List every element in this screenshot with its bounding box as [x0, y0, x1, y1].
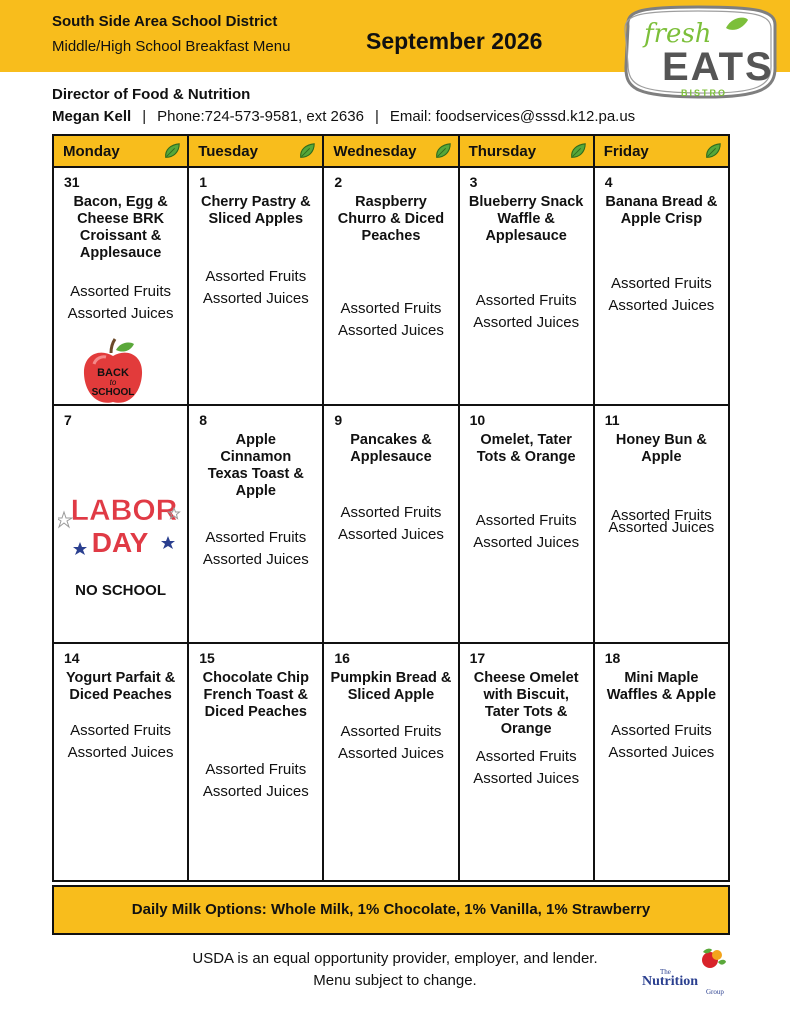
- separator: |: [374, 108, 379, 125]
- day-number: 2: [334, 174, 343, 190]
- menu-item: Apple Cinnamon Texas Toast & Apple: [207, 432, 304, 499]
- leaf-icon: [704, 142, 722, 160]
- svg-text:The: The: [660, 968, 671, 976]
- menu-type: Middle/High School Breakfast Menu: [52, 38, 291, 55]
- side-items: [189, 527, 322, 571]
- side-items: [189, 759, 322, 803]
- svg-text:fresh: fresh: [644, 19, 712, 49]
- day-number: 8: [199, 412, 207, 428]
- day-number: 18: [604, 650, 621, 666]
- day-number: 4: [604, 174, 613, 190]
- leaf-icon: [434, 142, 452, 160]
- day-number: 11: [604, 412, 620, 428]
- header-thursday: [459, 135, 594, 167]
- menu-item: Chocolate Chip French Toast & Diced Peaches: [202, 670, 309, 720]
- menu-calendar: [52, 134, 730, 882]
- no-school-note: NO SCHOOL: [75, 582, 167, 599]
- day-number: 1: [199, 174, 207, 190]
- side-item: Assorted Juices: [608, 297, 715, 314]
- weekday-label: Tuesday: [198, 142, 258, 160]
- side-items: [324, 502, 457, 546]
- side-item: Assorted Juices: [473, 770, 580, 787]
- side-item: Assorted Juices: [473, 314, 580, 331]
- side-item: Assorted Juices: [202, 290, 309, 307]
- side-item: Assorted Fruits: [610, 275, 712, 292]
- day-cell: [594, 643, 729, 881]
- day-cell: [459, 167, 594, 405]
- week-row: [53, 643, 729, 881]
- week-row: [53, 167, 729, 405]
- side-item: Assorted Juices: [338, 745, 444, 762]
- svg-text:BISTRO: BISTRO: [680, 88, 728, 98]
- svg-text:EATS: EATS: [662, 45, 774, 89]
- side-item: Assorted Juices: [67, 305, 174, 322]
- side-item: Assorted Fruits: [340, 504, 442, 521]
- side-items: [595, 507, 728, 536]
- side-item: Assorted Juices: [202, 783, 309, 800]
- day-number: 10: [469, 412, 486, 428]
- week-row: [53, 405, 729, 643]
- day-cell: [188, 643, 323, 881]
- side-items: [460, 510, 593, 554]
- header-tuesday: [188, 135, 323, 167]
- labor-day-graphic: [58, 490, 184, 560]
- menu-item: Raspberry Churro & Diced Peaches: [337, 194, 445, 244]
- side-item: Assorted Fruits: [610, 507, 712, 524]
- weekday-label: Wednesday: [333, 142, 417, 160]
- day-number: 17: [469, 650, 486, 666]
- side-items: [460, 290, 593, 334]
- contact-line: [52, 108, 635, 125]
- director-name: Megan Kell: [52, 108, 132, 125]
- side-item: Assorted Juices: [608, 744, 715, 761]
- day-number: 31: [64, 174, 80, 190]
- svg-text:DAY: DAY: [91, 527, 149, 558]
- menu-disclaimer: Menu subject to change.: [313, 972, 477, 989]
- menu-item: Banana Bread & Apple Crisp: [605, 194, 718, 227]
- weekday-label: Monday: [63, 142, 120, 160]
- side-items: [595, 273, 728, 317]
- weekday-header-row: [53, 135, 729, 167]
- menu-item: Blueberry Snack Waffle & Applesauce: [468, 194, 584, 244]
- menu-item: Bacon, Egg & Cheese BRK Croissant & Applesauce: [73, 194, 168, 261]
- side-item: Assorted Fruits: [475, 292, 577, 309]
- leaf-icon: [163, 142, 181, 160]
- day-cell: [53, 643, 188, 881]
- svg-text:BACK: BACK: [97, 367, 129, 379]
- side-item: Assorted Juices: [338, 322, 444, 339]
- side-item: Assorted Juices: [202, 551, 309, 568]
- side-item: Assorted Fruits: [610, 722, 712, 739]
- side-item: Assorted Fruits: [475, 512, 577, 529]
- separator: |: [142, 108, 147, 125]
- side-items: [324, 298, 457, 342]
- weekday-label: Friday: [603, 142, 649, 160]
- day-cell: [459, 405, 594, 643]
- svg-text:Group: Group: [706, 988, 724, 996]
- director-title: Director of Food & Nutrition: [52, 86, 251, 103]
- day-cell: [323, 167, 458, 405]
- menu-item: Mini Maple Waffles & Apple: [606, 670, 717, 703]
- header-friday: [594, 135, 729, 167]
- menu-item: Cheese Omelet with Biscuit, Tater Tots & Orange: [473, 670, 579, 737]
- day-number: 14: [64, 650, 80, 666]
- side-items: [54, 281, 187, 325]
- nutrition-group-logo: [640, 946, 732, 998]
- day-number: 16: [334, 650, 350, 666]
- day-cell: [53, 405, 188, 643]
- menu-month: September 2026: [366, 28, 543, 54]
- side-items: [460, 746, 593, 790]
- side-items: [324, 721, 457, 765]
- side-item: Assorted Fruits: [205, 529, 307, 546]
- usda-statement: USDA is an equal opportunity provider, employer, and lender.: [192, 950, 598, 967]
- day-cell: [323, 405, 458, 643]
- side-item: Assorted Fruits: [70, 283, 172, 300]
- weekday-label: Thursday: [468, 142, 537, 160]
- day-cell: [323, 643, 458, 881]
- menu-item: Cherry Pastry & Sliced Apples: [200, 194, 311, 227]
- day-cell: [188, 167, 323, 405]
- side-item: Assorted Fruits: [475, 748, 577, 765]
- menu-item: Yogurt Parfait & Diced Peaches: [65, 670, 176, 703]
- menu-item: Pumpkin Bread & Sliced Apple: [330, 670, 452, 703]
- header-monday: [53, 135, 188, 167]
- side-items: [595, 720, 728, 764]
- phone-number: Phone:724-573-9581, ext 2636: [157, 108, 364, 125]
- side-item: Assorted Fruits: [205, 268, 307, 285]
- leaf-icon: [298, 142, 316, 160]
- side-item: Assorted Juices: [608, 519, 715, 536]
- day-cell: [594, 167, 729, 405]
- side-item: Assorted Juices: [473, 534, 580, 551]
- menu-item: Honey Bun & Apple: [615, 432, 707, 465]
- side-items: [189, 266, 322, 310]
- menu-item: Omelet, Tater Tots & Orange: [476, 432, 576, 465]
- milk-options-banner: Daily Milk Options: Whole Milk, 1% Chocolate, 1% Vanilla, 1% Strawberry: [52, 885, 730, 935]
- leaf-icon: [569, 142, 587, 160]
- fresh-eats-logo: [616, 4, 782, 108]
- svg-text:Nutrition: Nutrition: [642, 974, 698, 989]
- side-item: Assorted Fruits: [205, 761, 307, 778]
- day-cell: [53, 167, 188, 405]
- menu-item: Pancakes & Applesauce: [350, 432, 432, 465]
- day-number: 15: [199, 650, 215, 666]
- day-cell: [459, 643, 594, 881]
- svg-text:SCHOOL: SCHOOL: [91, 387, 135, 398]
- side-item: Assorted Juices: [338, 526, 444, 543]
- side-item: Assorted Juices: [67, 744, 174, 761]
- day-number: 3: [469, 174, 478, 190]
- day-number: 7: [64, 412, 72, 428]
- day-number: 9: [334, 412, 343, 428]
- side-items: [54, 720, 187, 764]
- svg-text:to: to: [109, 378, 117, 387]
- side-item: Assorted Fruits: [340, 300, 442, 317]
- side-item: Assorted Fruits: [70, 722, 172, 739]
- day-cell: [594, 405, 729, 643]
- side-item: Assorted Fruits: [340, 723, 442, 740]
- header-wednesday: [323, 135, 458, 167]
- district-name: South Side Area School District: [52, 13, 278, 30]
- day-cell: [188, 405, 323, 643]
- back-to-school-apple-icon: [80, 338, 146, 408]
- email-address: Email: foodservices@sssd.k12.pa.us: [389, 108, 636, 125]
- svg-text:LABOR: LABOR: [70, 494, 178, 527]
